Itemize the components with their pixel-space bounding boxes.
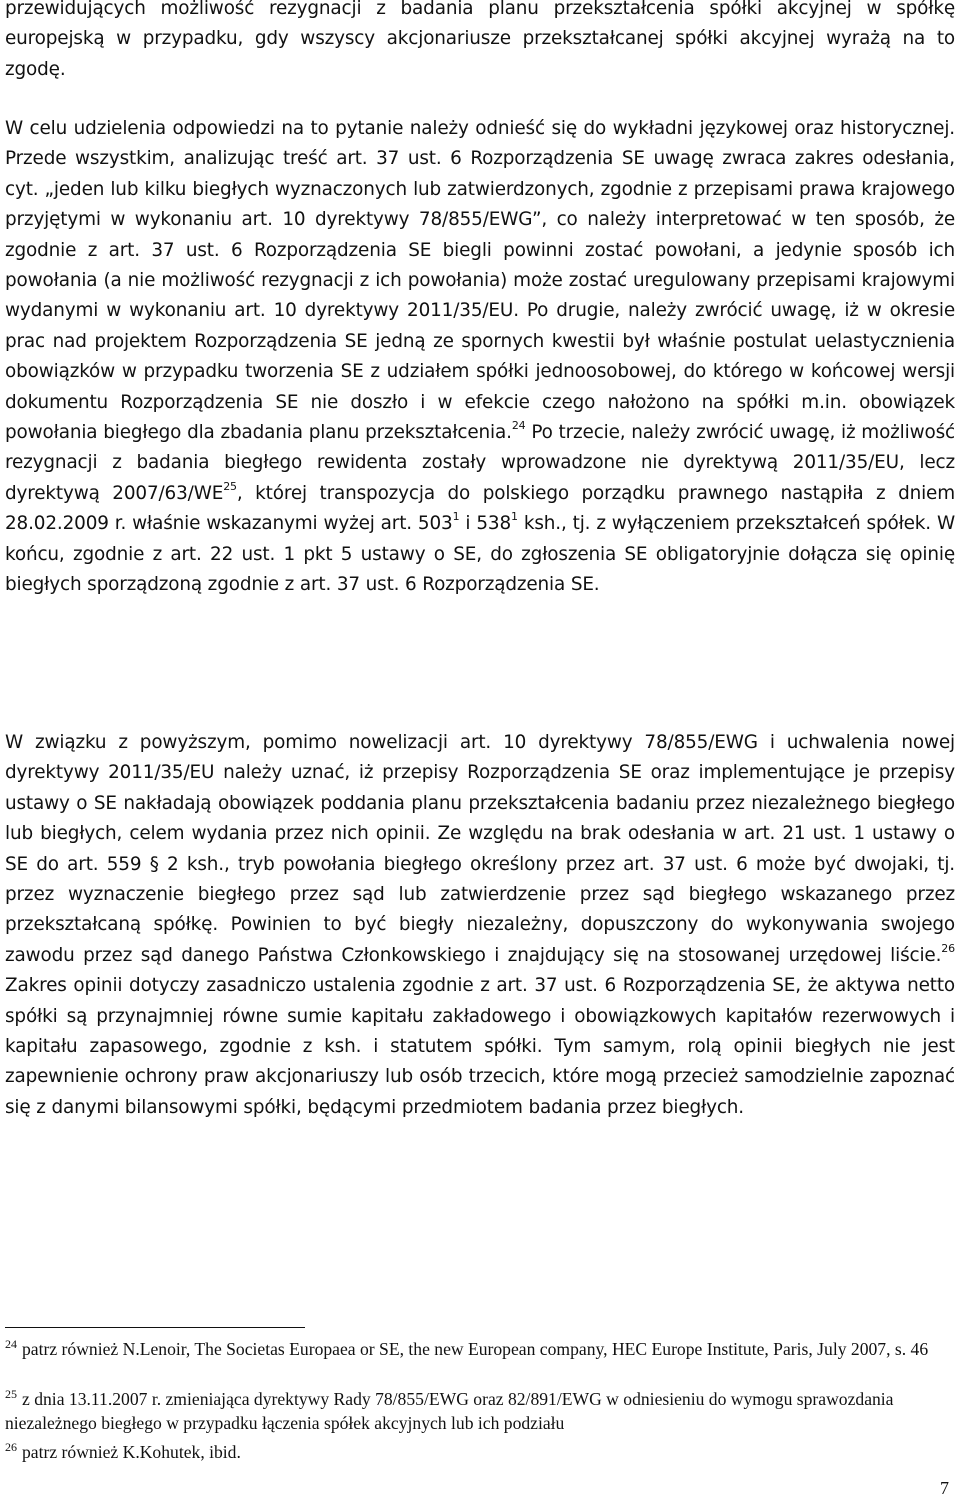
- paragraph-2-text-b: Po trzecie, należy zwrócić uwagę, iż możliwość rezygnacji z badania biegłego rewidenta zostały wprowadzone nie dyrektywą 2011/35/EU, lecz dyrektywą 2007/63/WE: [5, 422, 955, 504]
- page-number: 7: [940, 1478, 949, 1498]
- footnote-number: 24: [5, 1337, 17, 1352]
- paragraph-2: [5, 114, 955, 601]
- footnote-number: 25: [5, 1387, 17, 1402]
- footnote-ref-26[interactable]: 26: [941, 941, 955, 955]
- footnote-text: patrz również K.Kohutek, ibid.: [22, 1442, 241, 1462]
- footnote-number: 26: [5, 1440, 17, 1455]
- footnote-text: patrz również N.Lenoir, The Societas Europaea or SE, the new European company, HEC Europe Institute, Paris, July 2007, s. 46: [22, 1339, 929, 1359]
- article-superscript-538: 1: [511, 510, 518, 524]
- footnote-25: [5, 1387, 957, 1435]
- footnote-24: [5, 1337, 957, 1361]
- paragraph-2-text-d: i 538: [459, 513, 512, 535]
- paragraph-2-text-e: ksh., tj. z wyłączeniem przekształceń spółek. W końcu, zgodnie z art. 22 ust. 1 pkt 5 ustawy o SE, do zgłoszenia SE obligatoryjnie dołącza się opinię biegłych sporządzoną zgodnie z art. 37 ust. 6 Rozporządzenia SE.: [5, 513, 956, 596]
- paragraph-1-text: przewidujących możliwość rezygnacji z badania planu przekształcenia spółki akcyjnej w spółkę europejską w przypadku, gdy wszyscy akcjonariusze przekształcanej spółki akcyjnej wyrażą na to zgodę.: [5, 0, 955, 80]
- paragraph-3-text-a: W związku z powyższym, pomimo nowelizacji art. 10 dyrektywy 78/855/EWG i uchwalenia nowej dyrektywy 2011/35/EU należy uznać, iż przepisy Rozporządzenia SE oraz implementujące je przepisy ustawy o SE nakładają obowiązek poddania planu przekształcenia badaniu przez niezależnego biegłego lub biegłych, celem wydania przez nich opinii. Ze względu na brak odesłania w art. 21 ust. 1 ustawy o SE do art. 559 § 2 ksh., tryb powołania biegłego określony przez art. 37 ust. 6 może być dwojaki, tj. przez wyznaczenie biegłego przez sąd lub zatwierdzenie przez sąd biegłego wskazanego przez przekształcaną spółkę. Powinien to być biegły niezależny, dopuszczony do wykonywania swojego zawodu przez sąd danego Państwa Członkowskiego i znajdujący się na stosowanej urzędowej liście.: [5, 732, 955, 966]
- footnote-separator: [5, 1327, 305, 1328]
- paragraph-3-text-b: Zakres opinii dotyczy zasadniczo ustalenia zgodnie z art. 37 ust. 6 Rozporządzenia SE, że aktywa netto spółki są przynajmniej równe sumie kapitału zakładowego i obowiązkowych kapitałów rezerwowych i kapitału zapasowego, zgodnie z ksh. i statutem spółki. Tym samym, rolą opinii biegłych nie jest zapewnienie ochrony praw akcjonariuszy lub osób trzecich, które mogą przecież samodzielnie zapoznać się z danymi bilansowymi spółki, będącymi przedmiotem badania przez biegłych.: [5, 975, 955, 1118]
- paragraph-2-text-a: W celu udzielenia odpowiedzi na to pytanie należy odnieść się do wykładni językowej oraz historycznej. Przede wszystkim, analizując treść art. 37 ust. 6 Rozporządzenia SE uwagę zwraca zakres odesłania, cyt. „jeden lub kilku biegłych wyznaczonych lub zatwierdzonych, zgodnie z przepisami prawa krajowego przyjętymi w wykonaniu art. 10 dyrektywy 78/855/EWG”, co należy interpretować w ten sposób, że zgodnie z art. 37 ust. 6 Rozporządzenia SE biegli powinni zostać powołani, a jedynie sposób ich powołania (a nie możliwość rezygnacji z ich powołania) może zostać uregulowany przepisami krajowymi wydanymi w wykonaniu art. 10 dyrektywy 2011/35/EU. Po drugie, należy zwrócić uwagę, iż w okresie prac nad projektem Rozporządzenia SE jedną ze spornych kwestii był właśnie postulat uelastycznienia obowiązków w przypadku tworzenia SE z udziałem spółki jednoosobowej, do którego w końcowej wersji dokumentu Rozporządzenia SE nie doszło i w efekcie czego nałożono na spółki m.in. obowiązek powołania biegłego dla zbadania planu przekształcenia.: [5, 118, 955, 444]
- paragraph-1: [5, 0, 955, 85]
- article-superscript-503: 1: [452, 510, 460, 524]
- footnote-ref-24[interactable]: 24: [511, 418, 526, 432]
- paragraph-3: [5, 728, 955, 1123]
- paragraph-2-text-c: , której transpozycja do polskiego porządku prawnego nastąpiła z dniem 28.02.2009 r. właśnie wskazanymi wyżej art. 503: [5, 482, 955, 535]
- footnote-text: z dnia 13.11.2007 r. zmieniająca dyrektywy Rady 78/855/EWG oraz 82/891/EWG w odniesieniu do wymogu sprawozdania niezależnego biegłego w przypadku łączenia spółek akcyjnych lub ich podziału: [5, 1389, 894, 1433]
- footnote-ref-25[interactable]: 25: [223, 479, 237, 493]
- footnote-26: [5, 1440, 957, 1464]
